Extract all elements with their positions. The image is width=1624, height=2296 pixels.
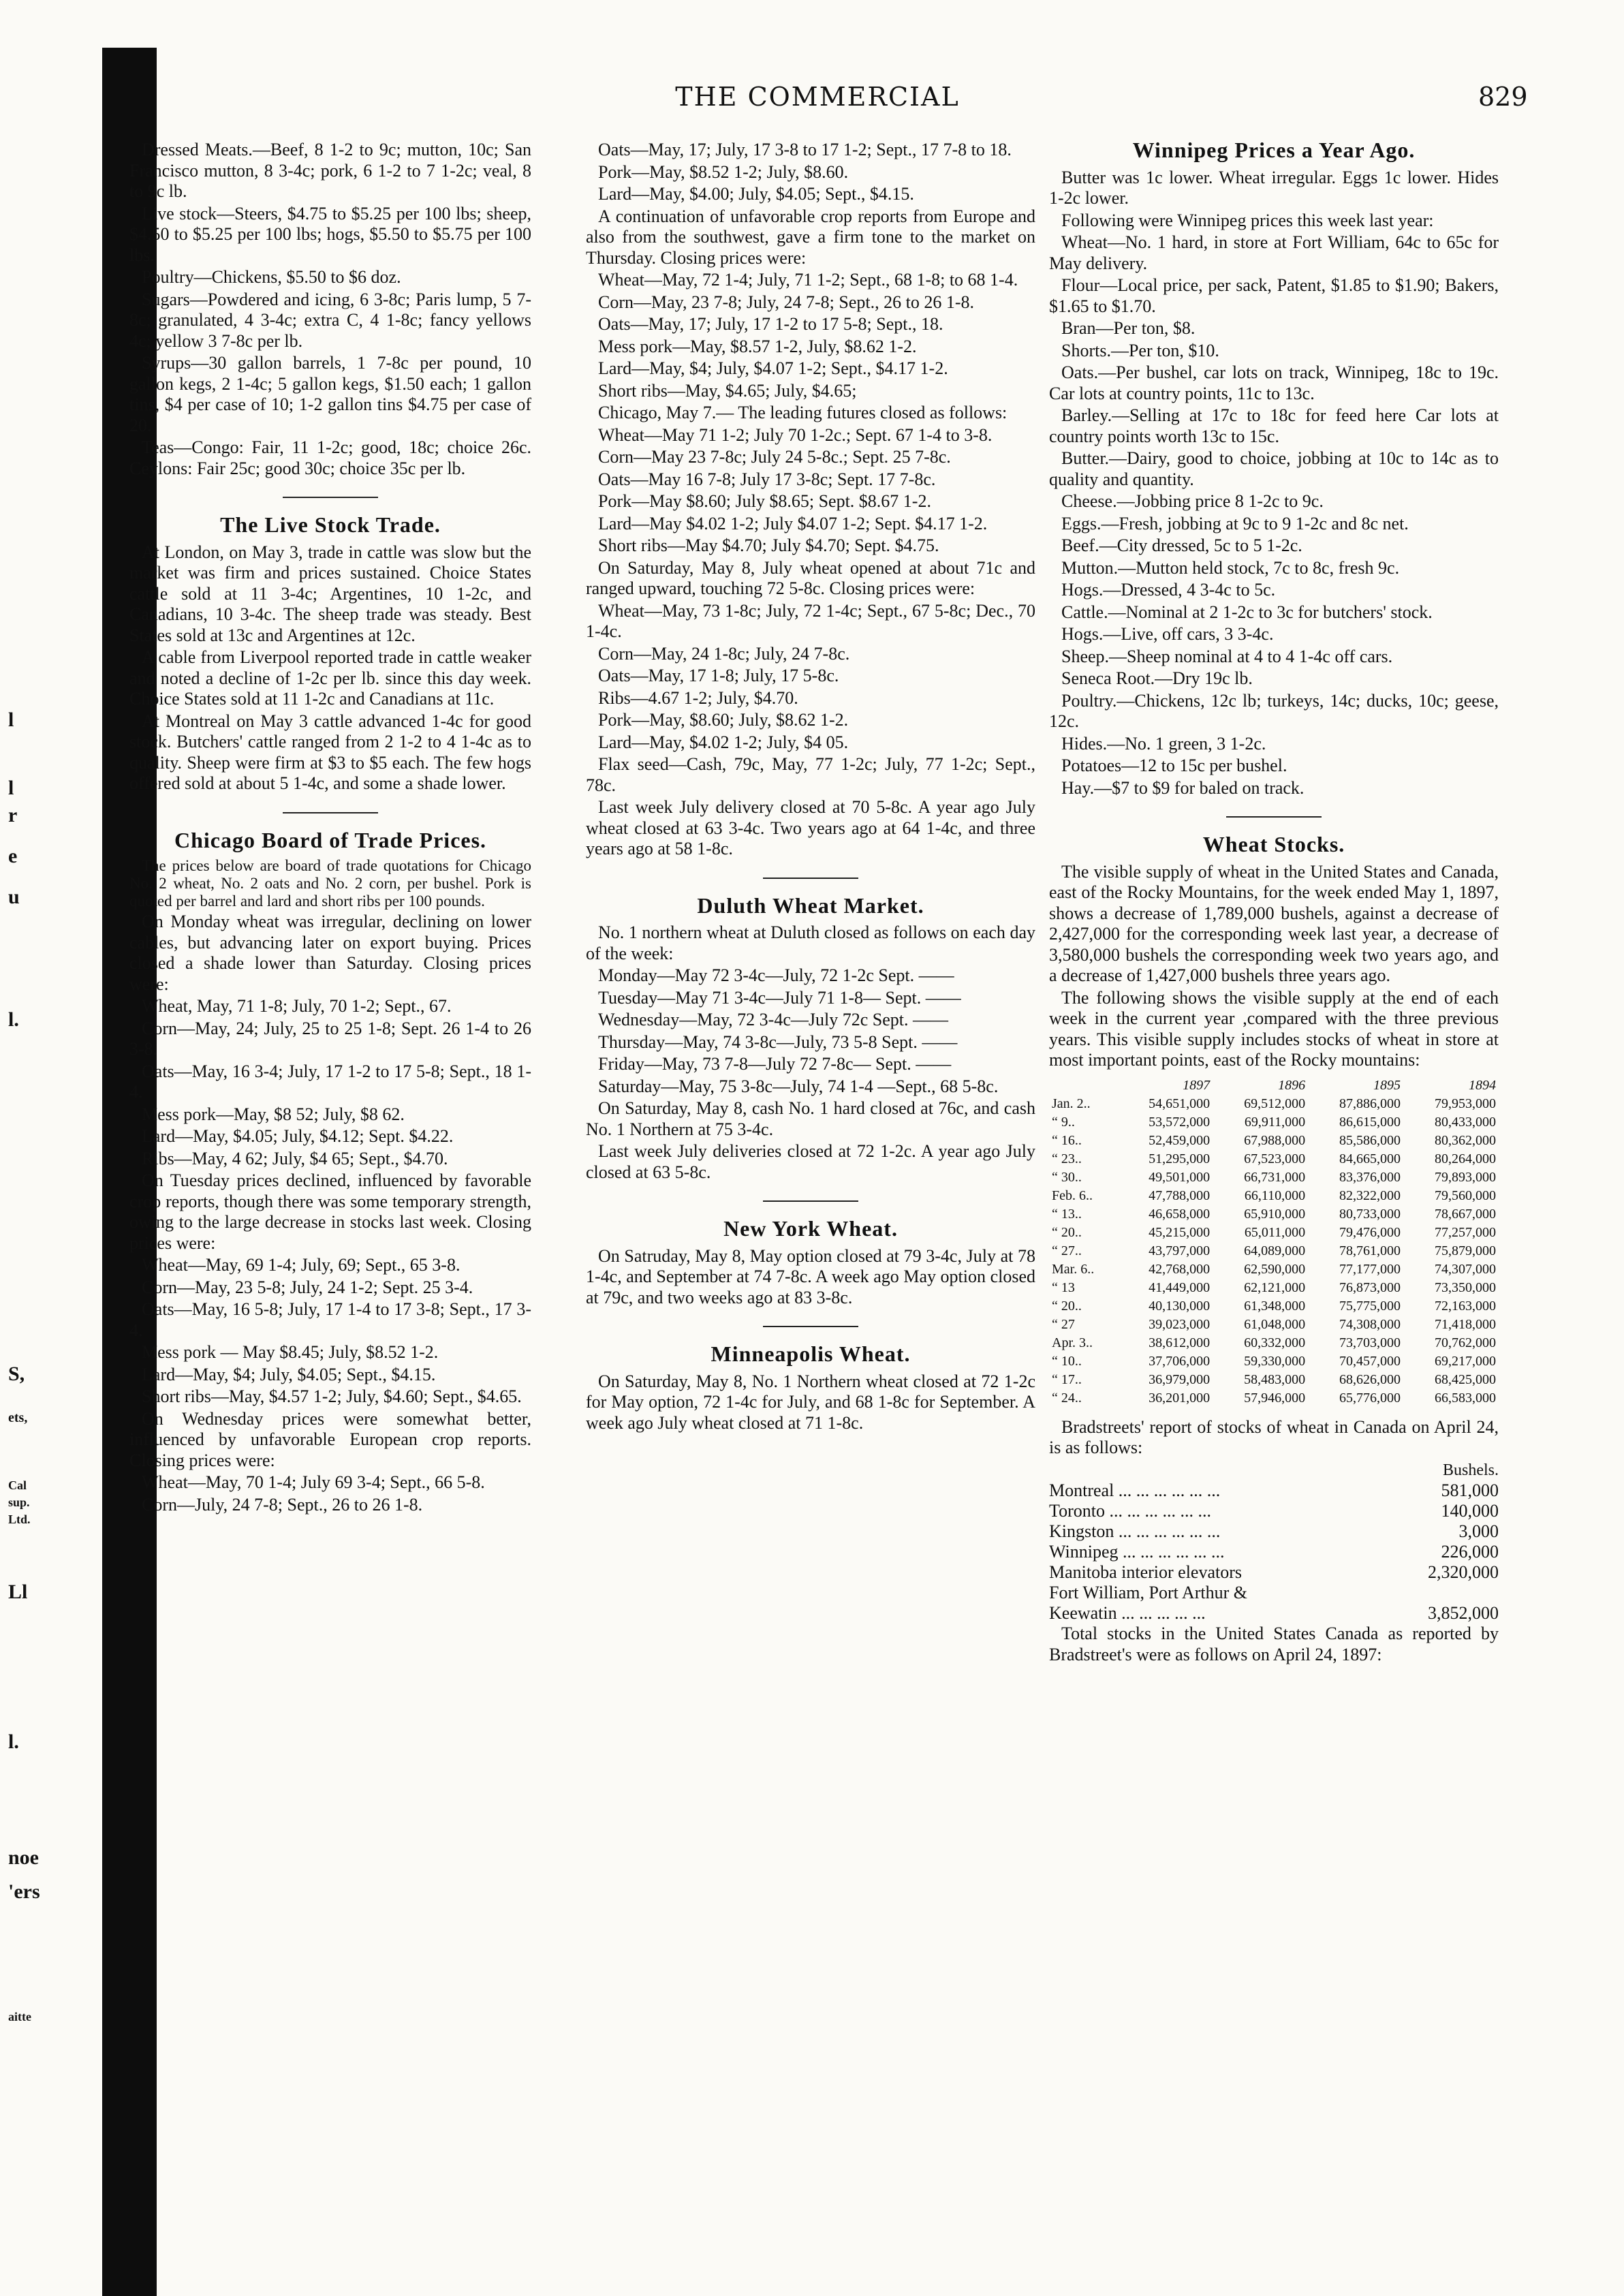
table-row (1049, 1334, 1499, 1352)
margin-fragment: S, (8, 1363, 25, 1385)
table-cell: 70,457,000 (1339, 1353, 1401, 1369)
table-cell: 68,626,000 (1339, 1371, 1401, 1387)
margin-fragment: l (8, 709, 14, 731)
table-row (1049, 1603, 1499, 1624)
paragraph: Oats—May, 17; July, 17 3-8 to 17 1-2; Sept., 17 7-8 to 18. (598, 140, 1012, 159)
table-cell: 3,852,000 (1428, 1603, 1499, 1623)
table-cell: 46,658,000 (1149, 1206, 1211, 1222)
paragraph: Beef.—City dressed, 5c to 5 1-2c. (1061, 536, 1302, 555)
table-row (1049, 1480, 1499, 1501)
paragraph: Oats—May, 16 5-8; July, 17 1-4 to 17 3-8; Sept., 17 3-4. (129, 1299, 531, 1340)
column-left (129, 140, 531, 1517)
paragraph: A continuation of unfavorable crop reports from Europe and also from the southwest, gave a firm tone to the market on Thursday. Closing prices were: (586, 206, 1035, 268)
table-cell: 67,523,000 (1244, 1151, 1306, 1166)
table-cell: 51,295,000 (1149, 1151, 1211, 1166)
paragraph: Mutton.—Mutton held stock, 7c to 8c, fresh 9c. (1061, 557, 1400, 578)
table-cell: 58,483,000 (1244, 1371, 1306, 1387)
paragraph: Ribs—May, 4 62; July, $4 65; Sept., $4.70. (142, 1148, 448, 1168)
table-cell (1380, 1583, 1499, 1603)
table-row (1049, 1352, 1499, 1371)
section-heading: Wheat Stocks. (1202, 832, 1345, 856)
table-header-cell: 1894 (1469, 1077, 1496, 1093)
table-cell: 45,215,000 (1149, 1224, 1211, 1240)
table-row (1049, 1521, 1499, 1542)
page-number: 829 (1478, 82, 1528, 112)
table-cell: 78,761,000 (1339, 1243, 1401, 1258)
paragraph: Sugars—Powdered and icing, 6 3-8c; Paris lump, 5 7-8c; granulated, 4 3-4c; extra C, 4 1-8c; fancy yellows 4c; yellow 3 7-8c per lb. (129, 289, 531, 351)
page-title: THE COMMERCIAL (675, 82, 960, 112)
table-row (1049, 1260, 1499, 1279)
paragraph: Syrups—30 gallon barrels, 1 7-8c per pound, 10 gallon kegs, 2 1-4c; 5 gallon kegs, $1.50 each; 1 gallon tins, $4 per case of 10; 1-2 gallon tins $4.75 per case of 20. (129, 353, 531, 435)
margin-fragment: r (8, 804, 18, 826)
table-cell: 36,979,000 (1149, 1371, 1211, 1387)
table-cell: 226,000 (1441, 1542, 1499, 1562)
paragraph: Pork—May, $8.60; July, $8.62 1-2. (598, 710, 849, 730)
paragraph: Lard—May, $4.05; July, $4.12; Sept. $4.22. (142, 1126, 454, 1146)
table-cell: 66,583,000 (1435, 1390, 1496, 1406)
table-cell: 85,586,000 (1339, 1132, 1401, 1148)
table-cell: 74,308,000 (1339, 1316, 1401, 1332)
table-cell: “ 9.. (1052, 1114, 1075, 1130)
table-cell: 69,911,000 (1244, 1114, 1306, 1130)
paragraph: Eggs.—Fresh, jobbing at 9c to 9 1-2c and 8c net. (1061, 513, 1409, 533)
paragraph: Dressed Meats.—Beef, 8 1-2 to 9c; mutton, 10c; San Francisco mutton, 8 3-4c; pork, 6 1-2 to 7 1-2c; veal, 8 to 9c lb. (129, 140, 531, 201)
paragraph: Ribs—4.67 1-2; July, $4.70. (598, 687, 798, 708)
table-cell: 75,879,000 (1435, 1243, 1496, 1258)
table-cell: 77,177,000 (1339, 1261, 1401, 1277)
paragraph: Sheep.—Sheep nominal at 4 to 4 1-4c off cars. (1061, 646, 1393, 666)
table-cell: 72,163,000 (1435, 1298, 1496, 1314)
table-cell: 3,000 (1458, 1521, 1499, 1541)
table-cell: 65,011,000 (1244, 1224, 1306, 1240)
section-heading: Minneapolis Wheat. (710, 1341, 911, 1366)
table-cell: 66,731,000 (1244, 1169, 1306, 1185)
paragraph: Corn—May, 24 1-8c; July, 24 7-8c. (598, 643, 850, 664)
paragraph: Lard—May $4.02 1-2; July $4.07 1-2; Sept. $4.17 1-2. (598, 513, 988, 533)
table-cell: 60,332,000 (1244, 1335, 1306, 1350)
column-middle (586, 140, 1035, 1435)
table-cell: 41,449,000 (1149, 1279, 1211, 1295)
section-heading: Chicago Board of Trade Prices. (174, 827, 487, 852)
paragraph: Mess pork — May $8.45; July, $8.52 1-2. (142, 1342, 439, 1362)
paragraph: Chicago, May 7.— The leading futures closed as follows: (598, 403, 1008, 422)
table-cell: Kingston ... ... ... ... ... ... (1049, 1521, 1221, 1541)
table-cell: “ 30.. (1052, 1169, 1082, 1185)
table-cell: 79,476,000 (1339, 1224, 1401, 1240)
paragraph: A cable from Liverpool reported trade in cattle weaker and noted a decline of 1-2c per lb. since this day week. Choice States sold at 11 1-2c and Canadians at 11c. (129, 647, 531, 709)
paragraph: Hogs.—Dressed, 4 3-4c to 5c. (1061, 580, 1276, 600)
paragraph: Short ribs—May, $4.65; July, $4.65; (598, 380, 857, 401)
table-cell: 80,362,000 (1435, 1132, 1496, 1148)
table-cell: 36,201,000 (1149, 1390, 1211, 1406)
paragraph: Lard—May, $4; July, $4.07 1-2; Sept., $4.17 1-2. (598, 358, 948, 378)
section-heading: Winnipeg Prices a Year Ago. (1132, 138, 1416, 162)
paragraph: Oats—May, 16 3-4; July, 17 1-2 to 17 5-8; Sept., 18 1-4. (129, 1061, 531, 1102)
table-cell: 49,501,000 (1149, 1169, 1211, 1185)
paragraph: Oats—May, 17 1-8; July, 17 5-8c. (598, 666, 839, 685)
divider (1226, 816, 1322, 818)
table-cell: 71,418,000 (1435, 1316, 1496, 1332)
paragraph: Hay.—$7 to $9 for baled on track. (1061, 777, 1305, 798)
table-cell: 2,320,000 (1428, 1562, 1499, 1582)
paragraph: Wheat—No. 1 hard, in store at Fort William, 64c to 65c for May delivery. (1049, 232, 1499, 273)
section-heading: The Live Stock Trade. (220, 512, 441, 537)
table-cell: Winnipeg ... ... ... ... ... ... (1049, 1542, 1225, 1562)
table-cell: 39,023,000 (1149, 1316, 1211, 1332)
paragraph: At London, on May 3, trade in cattle was slow but the market was firm and prices sustained. Choice States cattle sold at 11 3-4c; Argentines, 10 1-2c, and Canadians, 10 3-4c. The sheep trade was steady. Best States sold at 13c and Argentines at 12c. (129, 542, 531, 645)
paragraph: Teas—Congo: Fair, 11 1-2c; good, 18c; choice 26c. Ceylons: Fair 25c; good 30c; choice 35c per lb. (129, 437, 531, 478)
paragraph: Mess pork—May, $8.57 1-2, July, $8.62 1-2. (598, 336, 917, 356)
table-row (1049, 1132, 1499, 1150)
table-cell: 84,665,000 (1339, 1151, 1401, 1166)
margin-fragment: noe (8, 1846, 39, 1869)
paragraph: On Saturday, May 8, cash No. 1 hard closed at 76c, and cash No. 1 Northern at 75 3-4c. (586, 1098, 1035, 1139)
margin-fragment: l. (8, 1008, 19, 1031)
table-cell: 87,886,000 (1339, 1096, 1401, 1111)
paragraph: On Saturday, May 8, July wheat opened at about 71c and ranged upward, touching 72 5-8c. Closing prices were: (586, 557, 1035, 598)
table-header-cell: 1896 (1278, 1077, 1306, 1093)
section-heading: Duluth Wheat Market. (697, 893, 924, 918)
paragraph: Mess pork—May, $8 52; July, $8 62. (142, 1104, 405, 1124)
table-cell: Apr. 3.. (1052, 1335, 1093, 1350)
margin-fragment: Cal (8, 1478, 27, 1492)
paragraph: Bran—Per ton, $8. (1061, 318, 1196, 338)
paragraph: Wheat—May, 72 1-4; July, 71 1-2; Sept., 68 1-8; to 68 1-4. (598, 270, 1018, 290)
table-cell: 37,706,000 (1149, 1353, 1211, 1369)
divider (763, 1200, 858, 1202)
table-cell: 43,797,000 (1149, 1243, 1211, 1258)
table-row (1049, 1562, 1499, 1583)
table-header-cell (1049, 1076, 1117, 1095)
paragraph: Butter was 1c lower. Wheat irregular. Eggs 1c lower. Hides 1-2c lower. (1049, 167, 1499, 208)
divider (283, 497, 378, 498)
paragraph: Monday—May 72 3-4c—July, 72 1-2c Sept. —— (598, 965, 954, 985)
paragraph: Hides.—No. 1 green, 3 1-2c. (1061, 733, 1266, 754)
paragraph: Poultry—Chickens, $5.50 to $6 doz. (142, 267, 401, 287)
paragraph: Wheat, May, 71 1-8; July, 70 1-2; Sept., 67. (142, 996, 452, 1016)
table-header-row (1049, 1076, 1499, 1095)
table-cell: Montreal ... ... ... ... ... ... (1049, 1480, 1221, 1500)
paragraph: Barley.—Selling at 17c to 18c for feed here Car lots at country points worth 13c to 15c. (1049, 405, 1499, 446)
paragraph: The prices below are board of trade quotations for Chicago No. 2 wheat, No. 2 oats and No. 2 corn, per bushel. Pork is quoted per barrel and lard and short ribs per 100 pounds. (129, 857, 531, 910)
margin-fragment: Ll (8, 1581, 28, 1603)
table-cell: 74,307,000 (1435, 1261, 1496, 1277)
table-row (1049, 1501, 1499, 1521)
paragraph: Potatoes—12 to 15c per bushel. (1061, 756, 1287, 775)
paragraph: The visible supply of wheat in the United States and Canada, east of the Rocky Mountains, for the week ended May 1, 1897, shows a decrease of 1,789,000 bushels, against a decrease of 2,427,000 for the corresponding week last year, a decrease of 3,580,000 bushels the corresponding week two years ago, and a decrease of 1,427,000 bushels three years ago. (1049, 861, 1499, 985)
margin-fragment: l. (8, 1731, 19, 1753)
table-cell: 40,130,000 (1149, 1298, 1211, 1314)
table-cell: 42,768,000 (1149, 1261, 1211, 1277)
table-row (1049, 1242, 1499, 1260)
table-cell: “ 27 (1052, 1316, 1075, 1332)
paragraph: The following shows the visible supply at the end of each week in the current year ,compared with the three previous years. This visible supply includes stocks of wheat in store at most important points, east of the Rocky mountains: (1049, 987, 1499, 1070)
table-cell: 76,873,000 (1339, 1279, 1401, 1295)
paragraph: On Tuesday prices declined, influenced by favorable crop reports, though there was some temporary strength, owing to the large decrease in stocks last week. Closing prices were: (129, 1170, 531, 1253)
table-cell: 47,788,000 (1149, 1188, 1211, 1203)
table-row (1049, 1297, 1499, 1316)
paragraph: Shorts.—Per ton, $10. (1061, 340, 1219, 360)
table-cell: 62,121,000 (1244, 1279, 1306, 1295)
paragraph: Corn—May, 23 7-8; July, 24 7-8; Sept., 26 to 26 1-8. (598, 292, 974, 312)
paragraph: Oats—May 16 7-8; July 17 3-8c; Sept. 17 7-8c. (598, 469, 936, 489)
table-cell: 53,572,000 (1149, 1114, 1211, 1130)
margin-fragment: aitte (8, 2010, 31, 2023)
table-row (1049, 1187, 1499, 1205)
table-cell: 83,376,000 (1339, 1169, 1401, 1185)
paragraph: Flax seed—Cash, 79c, May, 77 1-2c; July, 77 1-2c; Sept., 78c. (586, 754, 1035, 795)
table-cell: “ 17.. (1052, 1371, 1082, 1387)
table-cell: Manitoba interior elevators (1049, 1562, 1243, 1582)
paragraph: Corn—May, 23 5-8; July, 24 1-2; Sept. 25 3-4. (142, 1277, 473, 1297)
table-cell: 73,703,000 (1339, 1335, 1401, 1350)
paragraph: No. 1 northern wheat at Duluth closed as follows on each day of the week: (586, 922, 1035, 963)
section-heading: New York Wheat. (723, 1216, 898, 1241)
table-cell: “ 10.. (1052, 1353, 1082, 1369)
paragraph: Last week July delivery closed at 70 5-8c. A year ago July wheat closed at 63 3-4c. Two years ago at 64 1-4c, and three years ago at 58 1-8c. (586, 797, 1035, 858)
paragraph: Oats—May, 17; July, 17 1-2 to 17 5-8; Sept., 18. (598, 314, 943, 334)
paragraph: Pork—May, $8.52 1-2; July, $8.60. (598, 161, 849, 182)
table-cell: 75,775,000 (1339, 1298, 1401, 1314)
table-cell: 66,110,000 (1244, 1188, 1306, 1203)
margin-fragment: 'ers (8, 1880, 40, 1903)
paragraph: Following were Winnipeg prices this week last year: (1061, 210, 1434, 230)
margin-fragment: e (8, 845, 18, 867)
column-right (1049, 140, 1499, 1666)
table-cell: 65,776,000 (1339, 1390, 1401, 1406)
table-cell: 69,512,000 (1244, 1096, 1306, 1111)
visible-supply-table (1049, 1076, 1499, 1408)
paragraph: Lard—May, $4.00; July, $4.05; Sept., $4.15. (598, 184, 914, 204)
table-cell: 68,425,000 (1435, 1371, 1496, 1387)
paragraph: Poultry.—Chickens, 12c lb; turkeys, 14c; ducks, 10c; geese, 12c. (1049, 690, 1499, 731)
table-cell: 65,910,000 (1244, 1206, 1306, 1222)
table-cell: Toronto ... ... ... ... ... ... (1049, 1501, 1211, 1521)
margin-fragment: l (8, 777, 14, 799)
table-cell: Mar. 6.. (1052, 1261, 1095, 1277)
paragraph: Wheat—May, 69 1-4; July, 69; Sept., 65 3-8. (142, 1255, 460, 1275)
table-cell: 79,560,000 (1435, 1188, 1496, 1203)
paragraph: Flour—Local price, per sack, Patent, $1.85 to $1.90; Bakers, $1.65 to $1.70. (1049, 275, 1499, 316)
table-row (1049, 1316, 1499, 1334)
table-cell: Fort William, Port Arthur & (1049, 1583, 1247, 1602)
margin-fragment: u (8, 886, 20, 908)
unit-label: Bushels. (1442, 1461, 1499, 1479)
margin-fragments (0, 0, 102, 2296)
paragraph: Oats.—Per bushel, car lots on track, Winnipeg, 18c to 19c. Car lots at country points, 11c to 13c. (1049, 362, 1499, 403)
margin-fragment: Ltd. (8, 1512, 31, 1526)
table-row (1049, 1224, 1499, 1242)
table-cell: 80,264,000 (1435, 1151, 1496, 1166)
table-cell: 38,612,000 (1149, 1335, 1211, 1350)
paragraph: At Montreal on May 3 cattle advanced 1-4c for good stock. Butchers' cattle ranged from 2 1-2 to 4 1-4c as to quality. Sheep were firm at $3 to $5 each. The few hogs offered sold at about 5 1-4c, and some a shade lower. (129, 711, 531, 793)
intro-block (129, 857, 531, 910)
table-cell: Keewatin ... ... ... ... ... (1049, 1603, 1206, 1623)
table-row (1049, 1150, 1499, 1168)
table-cell: “ 23.. (1052, 1151, 1082, 1166)
table-cell: 80,433,000 (1435, 1114, 1496, 1130)
paragraph: Friday—May, 73 7-8—July 72 7-8c— Sept. —— (598, 1054, 952, 1074)
paragraph: Last week July deliveries closed at 72 1-2c. A year ago July closed at 63 5-8c. (586, 1141, 1035, 1182)
table-cell: 70,762,000 (1435, 1335, 1496, 1350)
table-cell: 69,217,000 (1435, 1353, 1496, 1369)
paragraph: Thursday—May, 74 3-8c—July, 73 5-8 Sept. —— (598, 1031, 958, 1052)
table-row (1049, 1583, 1499, 1603)
table-cell: 57,946,000 (1244, 1390, 1306, 1406)
table-row (1049, 1113, 1499, 1132)
paragraph: Corn—May 23 7-8c; July 24 5-8c.; Sept. 25 7-8c. (598, 447, 951, 467)
paragraph: Cattle.—Nominal at 2 1-2c to 3c for butchers' stock. (1061, 602, 1433, 622)
paragraph: Tuesday—May 71 3-4c—July 71 1-8— Sept. —— (598, 987, 961, 1008)
table-cell: 64,089,000 (1244, 1243, 1306, 1258)
paragraph: On Monday wheat was irregular, declining on lower cables, but advancing later on export buying. Prices closed a shade lower than Saturday. Closing prices were: (129, 912, 531, 994)
table-cell: “ 20.. (1052, 1298, 1082, 1314)
table-cell: 140,000 (1441, 1501, 1499, 1521)
table-row (1049, 1095, 1499, 1113)
paragraph: Live stock—Steers, $4.75 to $5.25 per 100 lbs; sheep, $4.50 to $5.25 per 100 lbs; hogs, $5.50 to $5.75 per 100 lbs. (129, 203, 531, 265)
table-cell: 78,667,000 (1435, 1206, 1496, 1222)
table-cell: 67,988,000 (1244, 1132, 1306, 1148)
paragraph: Short ribs—May, $4.57 1-2; July, $4.60; Sept., $4.65. (142, 1386, 522, 1406)
paragraph: Bradstreets' report of stocks of wheat in Canada on April 24, is as follows: (1049, 1416, 1499, 1457)
table-cell: “ 13 (1052, 1279, 1075, 1295)
canada-stocks-table (1049, 1480, 1499, 1624)
table-cell: 80,733,000 (1339, 1206, 1401, 1222)
table-cell: 61,348,000 (1244, 1298, 1306, 1314)
divider (763, 878, 858, 879)
table-cell: “ 24.. (1052, 1390, 1082, 1406)
paragraph: Wednesday—May, 72 3-4c—July 72c Sept. —— (598, 1010, 948, 1029)
table-row (1049, 1205, 1499, 1224)
paragraph: Hogs.—Live, off cars, 3 3-4c. (1061, 624, 1274, 644)
table-row (1049, 1542, 1499, 1562)
paragraph: Lard—May, $4.02 1-2; July, $4 05. (598, 732, 849, 752)
table-row (1049, 1389, 1499, 1408)
paragraph: On Wednesday prices were somewhat better, influenced by unfavorable European crop reports. Closing prices were: (129, 1408, 531, 1470)
table-cell: “ 27.. (1052, 1243, 1082, 1258)
table-cell: 52,459,000 (1149, 1132, 1211, 1148)
paragraph: Corn—July, 24 7-8; Sept., 26 to 26 1-8. (142, 1494, 423, 1515)
table-cell: 82,322,000 (1339, 1188, 1401, 1203)
paragraph: Corn—May, 24; July, 25 to 25 1-8; Sept. 26 1-4 to 26 3-8. (129, 1018, 531, 1059)
table-header-cell: 1895 (1373, 1077, 1401, 1093)
table-header-cell: 1897 (1183, 1077, 1211, 1093)
paragraph: Saturday—May, 75 3-8c—July, 74 1-4 —Sept., 68 5-8c. (598, 1076, 999, 1096)
paragraph: On Saturday, May 8, No. 1 Northern wheat closed at 72 1-2c for May option, 72 1-4c for July, and 68 1-8c for September. A week ago July wheat closed at 71 1-8c. (586, 1371, 1035, 1433)
table-cell: “ 13.. (1052, 1206, 1082, 1222)
table-cell: 54,651,000 (1149, 1096, 1211, 1111)
table-cell: 73,350,000 (1435, 1279, 1496, 1295)
table-cell: 59,330,000 (1244, 1353, 1306, 1369)
paragraph: Lard—May, $4; July, $4.05; Sept., $4.15. (142, 1364, 436, 1384)
table-cell: 79,893,000 (1435, 1169, 1496, 1185)
table-cell: “ 20.. (1052, 1224, 1082, 1240)
table-cell: 61,048,000 (1244, 1316, 1306, 1332)
table-cell: Jan. 2.. (1052, 1096, 1091, 1111)
paragraph: Pork—May $8.60; July $8.65; Sept. $8.67 1-2. (598, 491, 931, 511)
table-cell: “ 16.. (1052, 1132, 1082, 1148)
paragraph: Wheat—May, 70 1-4; July 69 3-4; Sept., 66 5-8. (142, 1472, 485, 1492)
paragraph: On Satruday, May 8, May option closed at 79 3-4c, July at 78 1-4c, and September at 74 7-8c. A week ago May option closed at 79c, and two weeks ago at 83 3-8c. (586, 1245, 1035, 1307)
paragraph: Wheat—May, 73 1-8c; July, 72 1-4c; Sept., 67 5-8c; Dec., 70 1-4c. (586, 600, 1035, 641)
paragraph: Seneca Root.—Dry 19c lb. (1061, 668, 1253, 688)
table-cell: 77,257,000 (1435, 1224, 1496, 1240)
table-row (1049, 1168, 1499, 1187)
divider (763, 1326, 858, 1327)
table-row (1049, 1371, 1499, 1389)
paragraph: Cheese.—Jobbing price 8 1-2c to 9c. (1061, 491, 1324, 511)
table-cell: 86,615,000 (1339, 1114, 1401, 1130)
margin-fragment: ets, (8, 1410, 28, 1425)
margin-fragment: sup. (8, 1495, 30, 1509)
table-cell: 62,590,000 (1244, 1261, 1306, 1277)
paragraph: Short ribs—May $4.70; July $4.70; Sept. $4.75. (598, 536, 939, 555)
table-cell: 581,000 (1441, 1480, 1499, 1500)
table-cell: Feb. 6.. (1052, 1188, 1093, 1203)
paragraph: Butter.—Dairy, good to choice, jobbing at 10c to 14c as to quality and quantity. (1049, 448, 1499, 489)
table-row (1049, 1279, 1499, 1297)
divider (283, 812, 378, 813)
paragraph: Total stocks in the United States Canada as reported by Bradstreet's were as follows on April 24, 1897: (1049, 1624, 1499, 1664)
paragraph: Wheat—May 71 1-2; July 70 1-2c.; Sept. 67 1-4 to 3-8. (598, 424, 993, 445)
table-cell: 79,953,000 (1435, 1096, 1496, 1111)
